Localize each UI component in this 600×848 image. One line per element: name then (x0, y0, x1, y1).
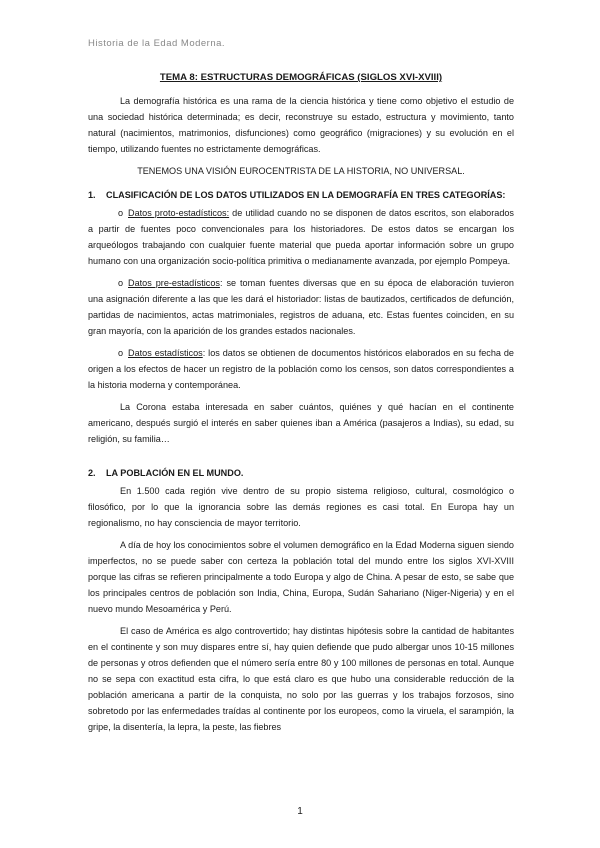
section-2-paragraph: En 1.500 cada región vive dentro de su propio sistema religioso, cultural, cosmológico o filosófico, por lo que la ignorancia sobre las demás regiones es casi total. En Europa hay un regionalismo, no hay consciencia de mayor territorio. (88, 486, 514, 528)
section-1-title: CLASIFICACIÓN DE LOS DATOS UTILIZADOS EN LA DEMOGRAFÍA EN TRES CATEGORÍAS: (106, 190, 506, 200)
item-term: Datos proto-estadísticos: (128, 208, 230, 218)
bullet-marker: o (118, 208, 124, 218)
eurocentric-statement: TENEMOS UNA VISIÓN EUROCENTRISTA DE LA HISTORIA, NO UNIVERSAL. (137, 166, 465, 176)
item-text: de utilidad cuando no se disponen de datos escritos, son elaborados a partir de fuentes poco convencionales para los historiadores. De estos datos se encargan los arqueólogos trabajando con cualquier fuente material que pueda aportar información sobre un grupo humano con una organización socio-política primitiva o medianamente avanzada, por ejemplo Pompeya. (88, 208, 514, 266)
list-item (88, 205, 514, 269)
bullet-marker: o (118, 348, 124, 358)
section-2-number: 2. (88, 468, 96, 478)
document-body (88, 70, 514, 741)
item-term: Datos estadísticos (128, 348, 203, 358)
section-2-paragraph: El caso de América es algo controvertido; hay distintas hipótesis sobre la cantidad de habitantes en el continente y son muy dispares entre sí, hay quien defiende que pudo albergar unos 10-15 millones de personas y otros defienden que el número sería entre 80 y 100 millones de personas en total. Aunque no se sepa con exactitud esta cifra, lo que está claro es que hubo una considerable reducción de la población americana a partir de la conquista, no solo por las guerras y los trabajos forzosos, sino sobretodo por las enfermedades traídas al continente por los europeos, como la viruela, el sarampión, la gripe, la disentería, la lepra, la peste, las fiebres (88, 626, 514, 732)
list-item (88, 345, 514, 393)
bullet-marker: o (118, 278, 124, 288)
item-term: Datos pre-estadísticos (128, 278, 220, 288)
document-title: TEMA 8: ESTRUCTURAS DEMOGRÁFICAS (SIGLOS XVI-XVIII) (159, 72, 443, 83)
intro-paragraph: La demografía histórica es una rama de la ciencia histórica y tiene como objetivo el estudio de una sociedad histórica determinada; es decir, reconstruye su estado, estructura y movimiento, tanto natural (nacimientos, matrimonios, disfunciones) como geográfico (migraciones) y su evolución en el tiempo, utilizando fuentes no estrictamente demográficas. (88, 96, 514, 154)
section-2-heading (88, 465, 514, 481)
item-text: : los datos se obtienen de documentos históricos elaborados en su fecha de origen a los efectos de hacer un registro de la población como los censos, son datos correspondientes a la historia moderna y contemporánea. (88, 348, 514, 390)
item-text: : se toman fuentes diversas que en su época de elaboración tuvieron una asignación diferente a las que les dará el historiador: listas de bautizados, certificados de defunción, partidas de nacimientos, actas matrimoniales, registros de aduana, etc. Estas fuentes coinciden, en su gran mayoría, con la aparición de los grandes estados nacionales. (88, 278, 514, 336)
page-number: 1 (297, 806, 303, 817)
section-gap (88, 453, 514, 465)
section-2-paragraph: A día de hoy los conocimientos sobre el volumen demográfico en la Edad Moderna siguen siendo imperfectos, no se puede saber con certeza la población total del mundo entre los siglos XVI-XVIII porque las cifras se refieren principalmente a todo Europa y algo de China. A pesar de esto, se sabe que los principales centros de población son India, China, Europa, Sudán Sahariano (Niger-Nigeria) y en el nuevo mundo Mesoamérica y Perú. (88, 540, 514, 614)
section-1-heading (88, 187, 514, 203)
section-2-title: LA POBLACIÓN EN EL MUNDO. (106, 468, 244, 478)
section-1-number: 1. (88, 190, 96, 200)
list-item (88, 275, 514, 339)
running-header: Historia de la Edad Moderna. (88, 38, 226, 49)
section-1-closing-paragraph: La Corona estaba interesada en saber cuántos, quiénes y qué hacían en el continente americano, después surgió el interés en saber quienes iban a América (pasajeros a Indias), su edad, su religión, su familia… (88, 402, 514, 444)
